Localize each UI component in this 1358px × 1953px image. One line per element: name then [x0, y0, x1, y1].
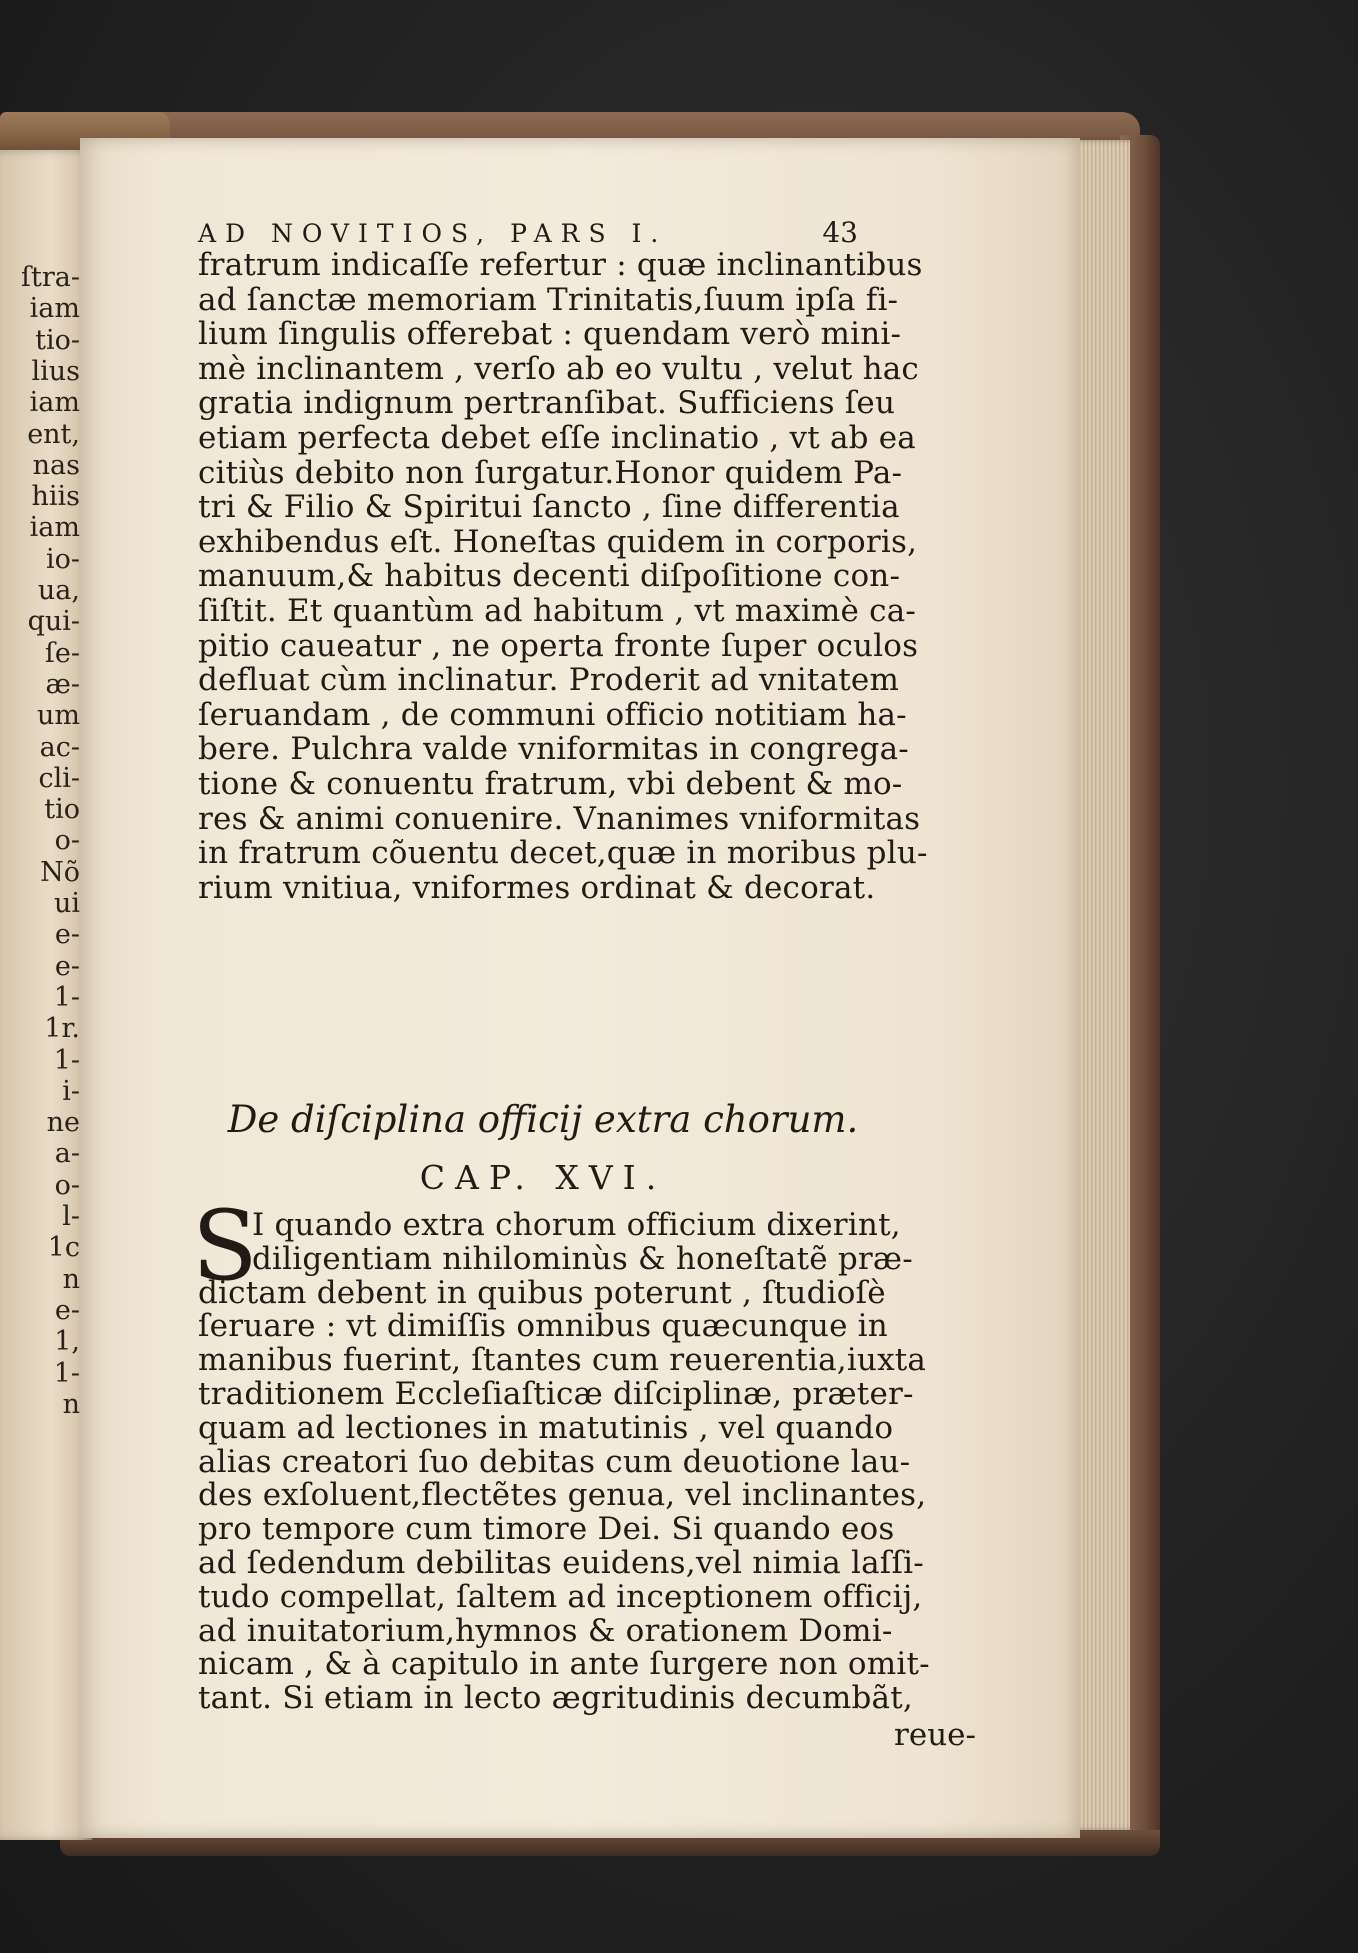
left-page-line: o-: [54, 1169, 80, 1201]
body-line: rium vnitiua, vniformes ordinat & decorat.: [198, 869, 876, 906]
chapter-line: traditionem Eccleſiaſticæ diſciplinæ, præter-: [198, 1376, 914, 1412]
left-page-line: 1r.: [44, 1013, 80, 1045]
left-page-line: tio-: [35, 324, 80, 356]
body-line: ſiſtit. Et quantùm ad habitum , vt maximè ca-: [198, 593, 917, 629]
catchword: reue-: [894, 1717, 976, 1753]
chapter-line: ad inuitatorium,hymnos & orationem Domi-: [198, 1612, 893, 1649]
left-page-line: n: [62, 1388, 80, 1420]
chapter-line: tudo compellat, ſaltem ad inceptionem officij,: [198, 1578, 923, 1615]
body-line: manuum,& habitus decenti diſpoſitione con-: [198, 558, 901, 595]
left-page-line: ſtra-: [21, 262, 80, 293]
left-page-line: 1c: [47, 1232, 80, 1264]
left-page-line: ui: [53, 888, 80, 919]
left-page-line: Nõ: [40, 856, 80, 888]
left-page-fragment: [0, 150, 92, 1840]
chapter-line: nicam , & à capitulo in ante ſurgere non omit-: [198, 1646, 930, 1683]
page-number: 43: [822, 216, 858, 249]
left-page-line: i-: [62, 1075, 80, 1107]
left-page-line: e-: [54, 950, 80, 982]
left-page-line: io-: [45, 543, 80, 575]
body-line: citiùs debito non ſurgatur.Honor quidem Pa-: [198, 454, 903, 491]
chapter-line: I quando extra chorum officium dixerint,: [252, 1207, 901, 1243]
left-page-line: 1,: [54, 1326, 80, 1358]
chapter-line: alias creatori ſuo debitas cum deuotione lau-: [198, 1443, 911, 1480]
left-page-line: iam: [29, 512, 80, 544]
body-line: bere. Pulchra valde vniformitas in congrega-: [198, 731, 909, 768]
chapter-line: ad ſedendum debilitas euidens,vel nimia laſſi-: [198, 1545, 924, 1581]
body-line: tri & Filio & Spiritui ſancto , ſine differentia: [198, 489, 900, 526]
left-page-line: ent,: [27, 418, 80, 450]
body-line: ſeruandam , de communi officio notitiam ha-: [198, 696, 907, 733]
left-page-line: 1-: [53, 1357, 80, 1389]
chapter-line: ſeruare : vt dimiſſis omnibus quæcunque in: [198, 1308, 888, 1345]
body-line: ad ſanctæ memoriam Trinitatis,ſuum ipſa fi-: [198, 281, 899, 318]
left-page-line: l-: [62, 1201, 80, 1232]
chapter-line: diligentiam nihilominùs & honeſtatẽ præ-: [252, 1240, 913, 1277]
left-page-line: nas: [32, 449, 80, 481]
left-page-line: æ-: [45, 668, 80, 700]
left-page-line: n: [62, 1263, 80, 1295]
body-line: exhibendus eſt. Honeſtas quidem in corporis,: [198, 523, 918, 560]
left-page-line: cli-: [38, 762, 80, 794]
left-page-line: qui-: [27, 606, 80, 638]
body-line: tione & conuentu fratrum, vbi debent & mo-: [198, 766, 903, 802]
left-page-line: ac-: [39, 731, 80, 763]
left-page-line: 1-: [53, 981, 80, 1013]
body-line: in fratrum cõuentu decet,quæ in moribus plu-: [198, 835, 928, 872]
left-page-line: o-: [54, 825, 80, 857]
right-page: [80, 138, 1080, 1838]
drop-cap: S: [192, 1190, 258, 1302]
chapter-line: quam ad lectiones in matutinis , vel quando: [198, 1409, 894, 1446]
left-page-line: e-: [54, 1294, 80, 1326]
chapter-label: CAP. XVI.: [419, 1158, 667, 1197]
chapter-line: manibus fuerint, ſtantes cum reuerentia,iuxta: [198, 1342, 927, 1379]
body-line: fratrum indicaſſe refertur : quæ inclinantibus: [198, 247, 923, 283]
chapter-line: des exſoluent,flectẽtes genua, vel inclinantes,: [198, 1477, 927, 1514]
chapter-line: tant. Si etiam in lecto ægritudinis decumbãt,: [198, 1680, 913, 1717]
section-heading: De diſciplina officij extra chorum.: [227, 1098, 859, 1141]
left-page-line: tio: [44, 794, 80, 826]
left-page-line: 1-: [53, 1044, 80, 1076]
body-line: gratia indignum pertranſibat. Sufficiens ſeu: [198, 385, 896, 422]
left-page-line: iam: [29, 387, 80, 419]
body-line: mè inclinantem , verſo ab eo vultu , velut hac: [198, 350, 919, 387]
left-page-line: a-: [54, 1138, 80, 1170]
left-page-line: e-: [54, 919, 80, 951]
body-line: pitio caueatur , ne operta fronte ſuper oculos: [198, 627, 919, 664]
body-line: defluat cùm inclinatur. Proderit ad vnitatem: [198, 662, 900, 699]
body-line: res & animi conuenire. Vnanimes vniformitas: [198, 800, 921, 837]
left-page-line: lius: [31, 355, 80, 387]
body-line: etiam perfecta debet eſſe inclinatio , vt ab ea: [198, 420, 916, 456]
left-page-line: ne: [46, 1107, 80, 1139]
running-head: [198, 216, 858, 249]
left-page-line: ua,: [37, 575, 80, 606]
chapter-line: pro tempore cum timore Dei. Si quando eos: [198, 1511, 895, 1548]
left-page-line: um: [37, 700, 80, 732]
left-page-line: iam: [29, 293, 80, 325]
left-page-line: hiis: [31, 481, 80, 513]
left-page-line: ſe-: [44, 637, 80, 669]
running-head-title: AD NOVITIOS, PARS I.: [198, 219, 668, 248]
body-line: lium ſingulis offerebat : quendam verò mini-: [198, 316, 902, 353]
chapter-line: dictam debent in quibus poterunt , ſtudioſè: [198, 1274, 886, 1311]
